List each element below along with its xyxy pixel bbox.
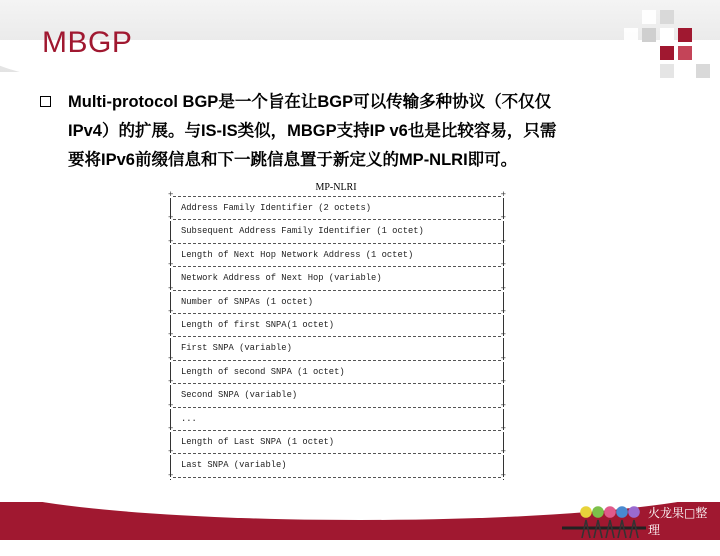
field-row: ... (170, 409, 504, 430)
bullet-line-3: 要将IPv6前缀信息和下一跳信息置于新定义的MP-NLRI即可。 (68, 151, 518, 169)
field-row: Second SNPA (variable) (170, 385, 504, 406)
field-row: Length of Last SNPA (1 octet) (170, 432, 504, 453)
field-row: Length of first SNPA(1 octet) (170, 315, 504, 336)
footer-line-2: uml.org.cn (648, 540, 713, 554)
bullet-line-2: IPv4）的扩展。与IS-IS类似，MBGP支持IP v6也是比较容易，只需 (68, 122, 557, 140)
mp-nlri-field-diagram (170, 196, 504, 502)
field-row: Number of SNPAs (1 octet) (170, 292, 504, 313)
square-bullet-icon (40, 96, 51, 107)
people-logo-icon (560, 498, 660, 540)
field-row: Network Address of Next Hop (variable) (170, 268, 504, 289)
slide-title: MBGP (42, 26, 133, 59)
field-row: Length of second SNPA (1 octet) (170, 362, 504, 383)
bullet-line-1: Multi-protocol BGP是一个旨在让BGP可以传输多种协议（不仅仅 (68, 93, 552, 111)
bullet-paragraph (40, 88, 680, 175)
diagram-caption: MP-NLRI (315, 182, 357, 193)
footer-watermark (648, 505, 718, 556)
field-row: Length of Next Hop Network Address (1 octet) (170, 245, 504, 266)
footer-line-1: 火龙果□整理 (648, 506, 708, 537)
field-row: Address Family Identifier (2 octets) (170, 198, 504, 219)
field-row: Subsequent Address Family Identifier (1 octet) (170, 221, 504, 242)
field-row: Last SNPA (variable) (170, 455, 504, 476)
field-row: First SNPA (variable) (170, 338, 504, 359)
